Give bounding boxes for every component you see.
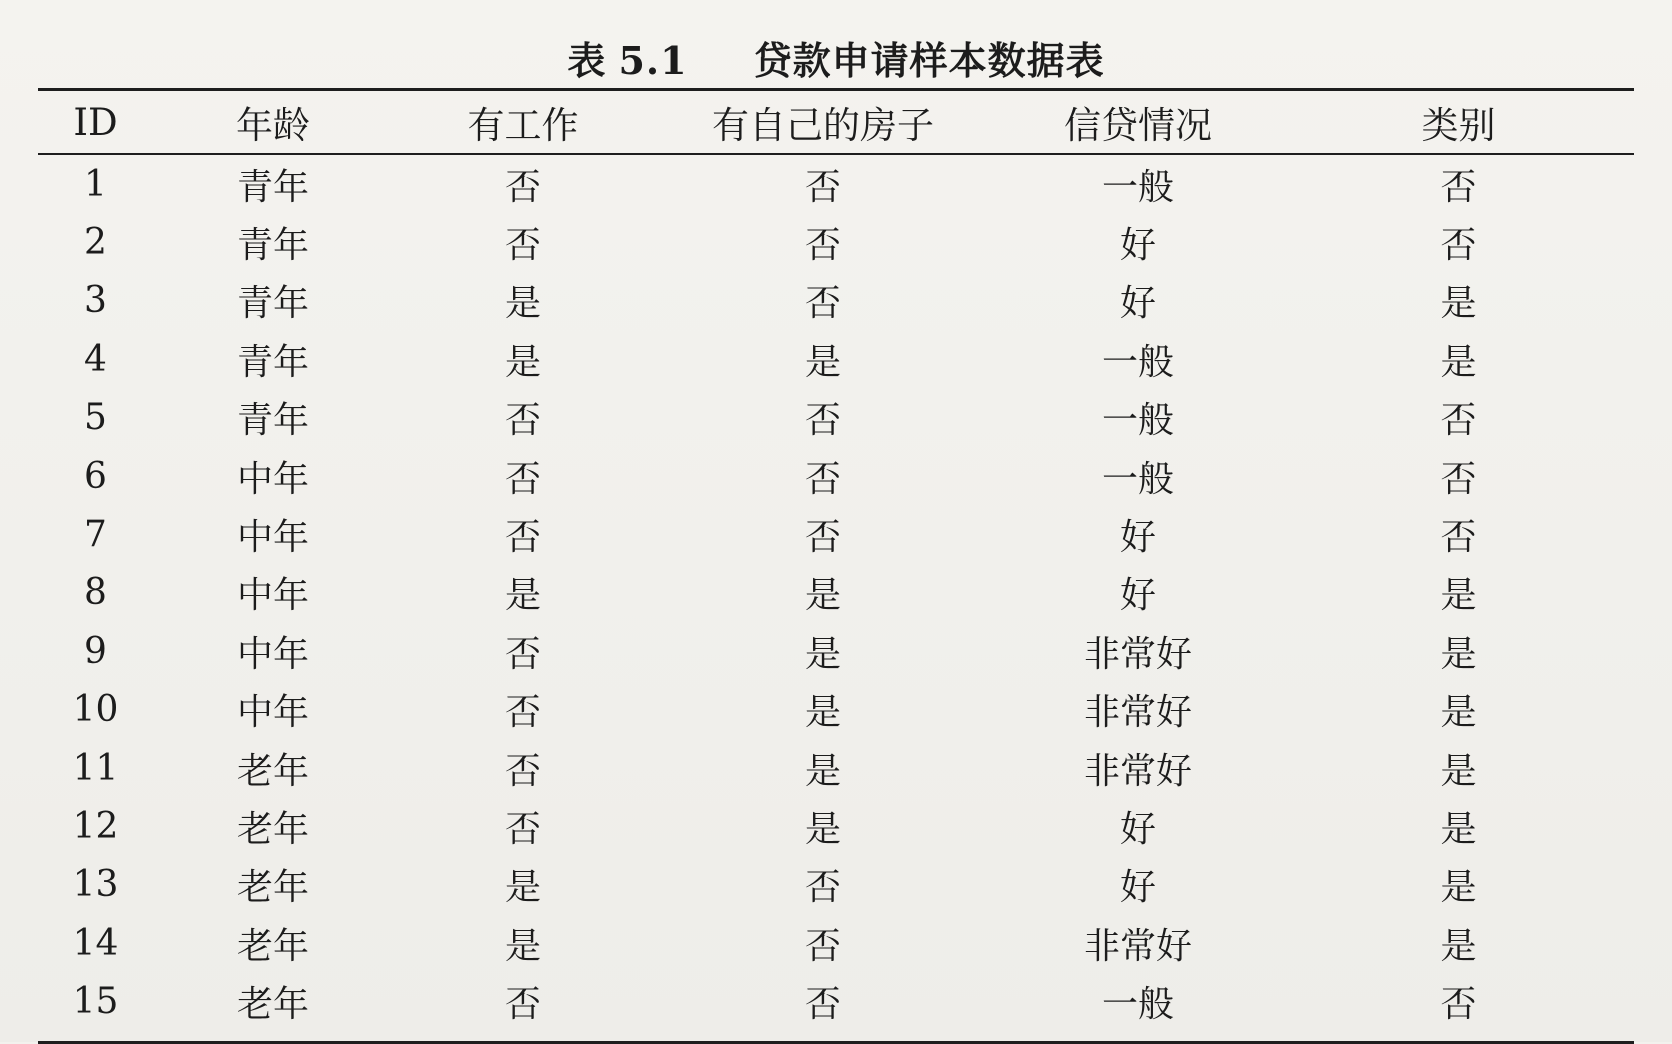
cell-class: 否: [1440, 400, 1477, 442]
cell-class: 是: [1440, 750, 1477, 792]
cell-class: 否: [1440, 458, 1477, 500]
table-caption: [0, 30, 1672, 85]
cell-age: 中年: [236, 458, 309, 500]
cell-own-house: 否: [804, 283, 841, 325]
cell-has-job: 否: [504, 400, 541, 442]
cell-has-job: 是: [504, 341, 541, 383]
cell-age: 中年: [236, 575, 309, 617]
cell-id: 5: [84, 397, 107, 439]
cell-age: 青年: [236, 283, 309, 325]
cell-own-house: 否: [804, 867, 841, 909]
table-row: [38, 972, 1634, 1030]
cell-credit: 非常好: [1083, 692, 1192, 734]
table-row: [38, 564, 1634, 622]
table-row: [38, 681, 1634, 739]
cell-credit: 好: [1119, 283, 1156, 325]
cell-age: 老年: [236, 808, 309, 850]
table-row: [38, 155, 1634, 213]
cell-has-job: 否: [504, 517, 541, 559]
cell-id: 13: [72, 864, 119, 906]
cell-own-house: 否: [804, 400, 841, 442]
cell-has-job: 否: [504, 458, 541, 500]
cell-own-house: 否: [804, 166, 841, 208]
cell-credit: 一般: [1101, 458, 1174, 500]
table-row: [38, 389, 1634, 447]
cell-own-house: 否: [804, 984, 841, 1026]
header-id: ID: [73, 100, 118, 144]
cell-own-house: 否: [804, 458, 841, 500]
header-age: 年龄: [236, 104, 310, 147]
cell-credit: 好: [1119, 867, 1156, 909]
cell-age: 老年: [236, 984, 309, 1026]
header-credit: 信贷情况: [1064, 104, 1212, 147]
cell-age: 老年: [236, 750, 309, 792]
cell-age: 青年: [236, 341, 309, 383]
caption-label: 表: [567, 38, 607, 83]
cell-class: 是: [1440, 575, 1477, 617]
cell-own-house: 是: [804, 341, 841, 383]
cell-age: 中年: [236, 517, 309, 559]
cell-age: 青年: [236, 225, 309, 267]
cell-id: 6: [84, 455, 107, 497]
cell-credit: 非常好: [1083, 750, 1192, 792]
cell-id: 15: [72, 981, 119, 1023]
cell-credit: 一般: [1101, 400, 1174, 442]
cell-own-house: 是: [804, 750, 841, 792]
table-row: [38, 272, 1634, 330]
cell-has-job: 是: [504, 575, 541, 617]
cell-age: 老年: [236, 925, 309, 967]
cell-credit: 非常好: [1083, 633, 1192, 675]
cell-id: 4: [84, 338, 107, 380]
cell-id: 7: [84, 514, 107, 556]
cell-id: 3: [84, 280, 107, 322]
loan-data-table: [38, 88, 1634, 1044]
cell-own-house: 否: [804, 517, 841, 559]
cell-class: 否: [1440, 517, 1477, 559]
cell-has-job: 否: [504, 984, 541, 1026]
cell-credit: 好: [1119, 517, 1156, 559]
table-row: [38, 622, 1634, 680]
cell-id: 1: [84, 163, 107, 205]
cell-has-job: 否: [504, 750, 541, 792]
cell-class: 是: [1440, 808, 1477, 850]
cell-class: 是: [1440, 925, 1477, 967]
table-row: [38, 739, 1634, 797]
table-row: [38, 856, 1634, 914]
cell-class: 否: [1440, 166, 1477, 208]
cell-class: 是: [1440, 692, 1477, 734]
cell-has-job: 否: [504, 692, 541, 734]
cell-age: 青年: [236, 400, 309, 442]
cell-own-house: 否: [804, 225, 841, 267]
cell-age: 老年: [236, 867, 309, 909]
table-row: [38, 914, 1634, 972]
cell-class: 否: [1440, 225, 1477, 267]
cell-has-job: 否: [504, 166, 541, 208]
bottom-rule: [38, 1041, 1634, 1044]
cell-own-house: 是: [804, 633, 841, 675]
cell-class: 否: [1440, 984, 1477, 1026]
cell-id: 12: [72, 805, 119, 847]
table-row: [38, 213, 1634, 271]
header-class: 类别: [1421, 104, 1496, 147]
table-row: [38, 797, 1634, 855]
cell-class: 是: [1440, 283, 1477, 325]
cell-credit: 一般: [1101, 341, 1174, 383]
cell-id: 2: [84, 222, 107, 264]
cell-class: 是: [1440, 341, 1477, 383]
cell-class: 是: [1440, 633, 1477, 675]
cell-class: 是: [1440, 867, 1477, 909]
cell-id: 9: [84, 630, 107, 672]
cell-own-house: 否: [804, 925, 841, 967]
table-row: [38, 505, 1634, 563]
cell-has-job: 否: [504, 225, 541, 267]
cell-credit: 一般: [1101, 984, 1174, 1026]
table-header-row: [38, 91, 1634, 153]
cell-credit: 好: [1119, 808, 1156, 850]
cell-own-house: 是: [804, 808, 841, 850]
cell-own-house: 是: [804, 692, 841, 734]
cell-has-job: 否: [504, 808, 541, 850]
caption-number: 5.1: [618, 38, 688, 83]
header-has-job: 有工作: [467, 104, 579, 147]
cell-has-job: 否: [504, 633, 541, 675]
cell-credit: 一般: [1101, 166, 1174, 208]
cell-id: 10: [72, 689, 119, 731]
cell-has-job: 是: [504, 283, 541, 325]
cell-credit: 非常好: [1083, 925, 1192, 967]
caption-title: 贷款申请样本数据表: [753, 38, 1105, 83]
cell-age: 青年: [236, 166, 309, 208]
cell-id: 14: [72, 922, 119, 964]
cell-credit: 好: [1119, 575, 1156, 617]
cell-has-job: 是: [504, 925, 541, 967]
cell-credit: 好: [1119, 225, 1156, 267]
cell-has-job: 是: [504, 867, 541, 909]
cell-id: 11: [72, 747, 119, 789]
cell-age: 中年: [236, 633, 309, 675]
header-own-house: 有自己的房子: [712, 104, 934, 147]
table-row: [38, 447, 1634, 505]
table-row: [38, 330, 1634, 388]
cell-id: 8: [84, 572, 107, 614]
cell-own-house: 是: [804, 575, 841, 617]
cell-age: 中年: [236, 692, 309, 734]
